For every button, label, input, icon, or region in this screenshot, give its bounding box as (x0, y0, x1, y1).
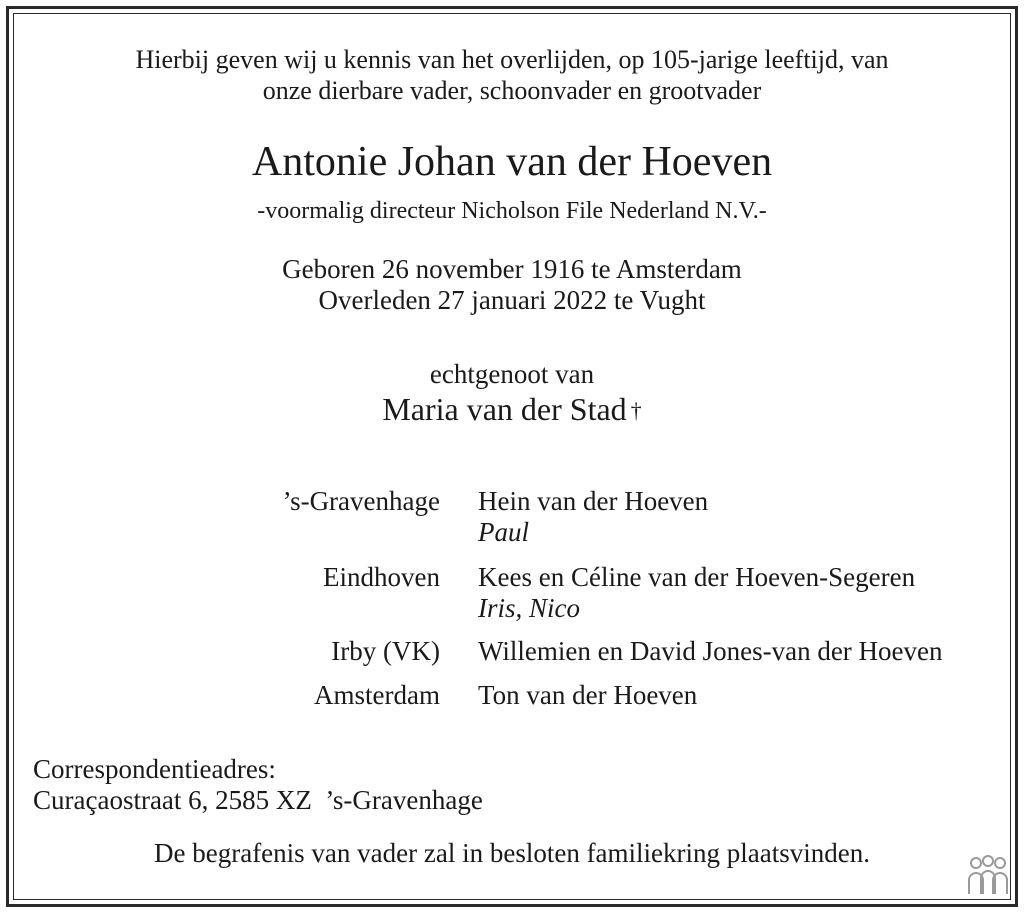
family-place: Irby (VK) (331, 636, 440, 666)
family-place: Amsterdam (314, 680, 440, 710)
family-names: Ton van der Hoeven (478, 680, 698, 710)
cross-icon: † (630, 398, 642, 423)
family-place: ’s-Gravenhage (282, 486, 440, 516)
family-member (478, 562, 915, 624)
intro-text (0, 44, 1024, 106)
family-place: Eindhoven (323, 562, 440, 592)
death-line: Overleden 27 januari 2022 te Vught (318, 285, 706, 315)
correspondence-label: Correspondentieadres: (33, 754, 276, 784)
family-children: Paul (478, 517, 529, 547)
life-dates (0, 254, 1024, 316)
correspondence-address: Curaçaostraat 6, 2585 XZ ’s-Gravenhage (33, 785, 483, 815)
family-member (478, 636, 943, 667)
deceased-name: Antonie Johan van der Hoeven (251, 139, 773, 185)
family-member (478, 486, 708, 548)
family-names: Kees en Céline van der Hoeven-Segeren (478, 562, 916, 592)
family-names: Willemien en David Jones-van der Hoeven (478, 636, 943, 666)
family-children: Iris, Nico (478, 593, 581, 623)
funeral-note: De begrafenis van vader zal in besloten familiekring plaatsvinden. (154, 838, 870, 868)
spouse-label: echtgenoot van (429, 359, 595, 389)
family-people-icon (964, 854, 1012, 898)
intro-line: Hierbij geven wij u kennis van het overlijden, op 105-jarige leeftijd, van (135, 45, 889, 74)
family-names: Hein van der Hoeven (478, 486, 709, 516)
deceased-role: -voormalig directeur Nicholson File Nederland N.V.- (257, 198, 767, 224)
family-member (478, 680, 697, 711)
intro-line: onze dierbare vader, schoonvader en grootvader (262, 76, 762, 105)
birth-line: Geboren 26 november 1916 te Amsterdam (282, 254, 742, 284)
spouse-line (0, 390, 1024, 430)
spouse-name: Maria van der Stad (382, 391, 627, 427)
